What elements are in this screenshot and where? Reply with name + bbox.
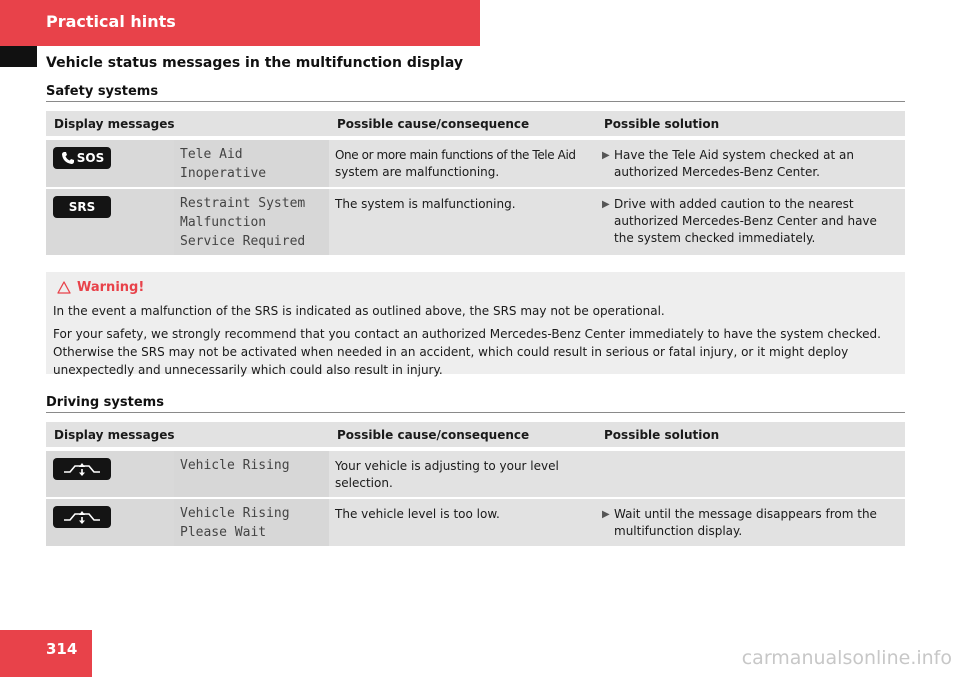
sos-icon-label: SOS <box>76 150 105 165</box>
warning-title: Warning! <box>77 279 145 295</box>
display-line: Service Required <box>180 234 306 249</box>
display-message <box>174 138 329 187</box>
warning-triangle-icon <box>57 281 71 294</box>
table-row <box>46 497 905 546</box>
display-message <box>174 497 329 546</box>
arrow-right-icon: ▶ <box>602 509 610 520</box>
arrow-right-icon: ▶ <box>602 150 610 161</box>
watermark: carmanualsonline.info <box>741 647 952 669</box>
icon-cell <box>46 497 174 546</box>
cause-line: Your vehicle is adjusting to your level <box>335 459 559 473</box>
arrow-right-icon: ▶ <box>602 199 610 210</box>
solution-line: multifunction display. <box>614 524 743 538</box>
cause-line: The system is malfunctioning. <box>335 197 516 211</box>
solution-text <box>596 138 905 187</box>
cause-text <box>329 449 596 497</box>
sos-phone-icon <box>53 147 111 169</box>
driving-table <box>46 422 905 546</box>
safety-table <box>46 111 905 255</box>
solution-text <box>596 449 905 497</box>
header-title: Practical hints <box>46 12 176 31</box>
icon-cell <box>46 187 174 255</box>
col-display-messages: Display messages <box>46 422 329 449</box>
col-possible-solution: Possible solution <box>596 422 905 449</box>
warning-heading <box>53 278 898 296</box>
col-display-messages: Display messages <box>46 111 329 138</box>
display-line: Tele Aid <box>180 147 243 162</box>
col-possible-solution: Possible solution <box>596 111 905 138</box>
display-line: Vehicle Rising <box>180 458 290 473</box>
driving-table-header <box>46 422 905 449</box>
cause-text <box>329 187 596 255</box>
col-possible-cause: Possible cause/consequence <box>329 111 596 138</box>
srs-icon <box>53 196 111 218</box>
solution-line: Wait until the message disappears from the <box>614 507 877 521</box>
warning-box <box>46 272 905 377</box>
display-line: Malfunction <box>180 215 267 230</box>
cause-line: selection. <box>335 476 393 490</box>
cause-line: One or more main functions of the Tele Aid <box>335 148 576 162</box>
col-possible-cause: Possible cause/consequence <box>329 422 596 449</box>
display-message <box>174 187 329 255</box>
solution-line: Have the Tele Aid system checked at an <box>614 148 854 162</box>
display-line: Please Wait <box>180 525 267 540</box>
table-row <box>46 449 905 497</box>
driving-section-title: Driving systems <box>46 395 164 410</box>
page-heading: Vehicle status messages in the multifunction display <box>46 55 463 71</box>
warning-paragraph: In the event a malfunction of the SRS is indicated as outlined above, the SRS may not be operational. <box>53 304 665 318</box>
warning-paragraph: For your safety, we strongly recommend that you contact an authorized Mercedes-Benz Center immediately to have the system checked. Otherwise the SRS may not be activated when needed in an accident, which could result in serious or fatal injury, or it might deploy unexpectedly and unnecessarily which could also result in injury. <box>53 327 881 377</box>
solution-line: authorized Mercedes-Benz Center. <box>614 165 820 179</box>
cause-line: The vehicle level is too low. <box>335 507 500 521</box>
table-row <box>46 187 905 255</box>
display-line: Vehicle Rising <box>180 506 290 521</box>
section-marker <box>0 46 37 67</box>
cause-line: system are malfunctioning. <box>335 165 500 179</box>
solution-line: the system checked immediately. <box>614 231 816 245</box>
icon-cell <box>46 449 174 497</box>
display-message <box>174 449 329 497</box>
cause-text <box>329 497 596 546</box>
cause-text <box>329 138 596 187</box>
srs-icon-label: SRS <box>68 199 96 214</box>
vehicle-level-icon <box>53 506 111 528</box>
display-line: Restraint System <box>180 196 306 211</box>
solution-item <box>602 506 899 540</box>
solution-item <box>602 196 899 247</box>
display-line: Inoperative <box>180 166 267 181</box>
safety-section-title: Safety systems <box>46 84 159 99</box>
icon-cell <box>46 138 174 187</box>
table-row <box>46 138 905 187</box>
vehicle-level-icon <box>53 458 111 480</box>
driving-section-rule <box>46 412 905 413</box>
page-number: 314 <box>46 640 78 658</box>
safety-table-header <box>46 111 905 138</box>
safety-section-rule <box>46 101 905 102</box>
solution-line: authorized Mercedes-Benz Center and have <box>614 214 877 228</box>
solution-text <box>596 497 905 546</box>
solution-text <box>596 187 905 255</box>
solution-line: Drive with added caution to the nearest <box>614 197 854 211</box>
solution-item <box>602 147 899 181</box>
